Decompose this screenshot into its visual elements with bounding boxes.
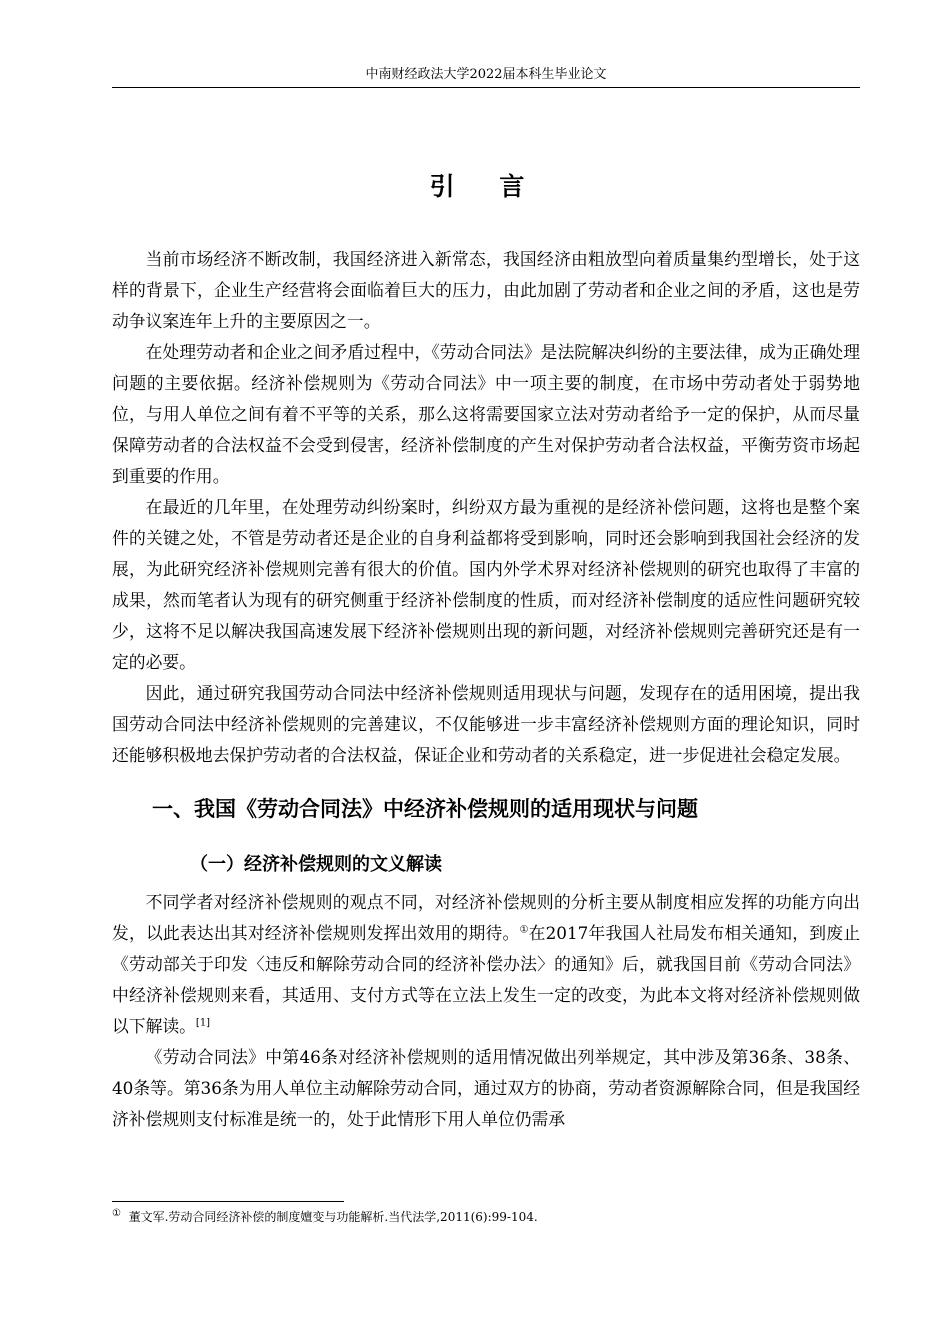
footnote xyxy=(112,1208,860,1226)
document-body xyxy=(112,170,860,1135)
intro-paragraph-4: 因此，通过研究我国劳动合同法中经济补偿规则适用现状与问题，发现存在的适用困境，提出我国劳动合同法中经济补偿规则的完善建议，不仅能够进一步丰富经济补偿规则方面的理论知识，同时还能够积极地去保护劳动者的合法权益，保证企业和劳动者的关系稳定，进一步促进社会稳定发展。 xyxy=(112,683,860,765)
section-1-paragraph-1 xyxy=(112,887,860,1042)
chapter-1-heading: 一、我国《劳动合同法》中经济补偿规则的适用现状与问题 xyxy=(152,797,698,821)
paragraph-text: 不同学者对经济补偿规则的观点不同，对经济补偿规则的分析主要从制度相应发挥的功能方向出发，以此表达出其对经济补偿规则发挥出效用的期待。 xyxy=(112,892,860,943)
header-rule xyxy=(112,87,860,88)
intro-paragraph-3: 在最近的几年里，在处理劳动纠纷案时，纠纷双方最为重视的是经济补偿问题，这将也是整个案件的关键之处，不管是劳动者还是企业的自身利益都将受到影响，同时还会影响到我国社会经济的发展，为此研究经济补偿规则完善有很大的价值。国内外学术界对经济补偿规则的研究也取得了丰富的成果，然而笔者认为现有的研究侧重于经济补偿制度的性质，而对经济补偿制度的适应性问题研究较少，这将不足以解决我国高速发展下经济补偿规则出现的新问题，对经济补偿规则完善研究还是有一定的必要。 xyxy=(112,497,860,672)
footnote-rule xyxy=(112,1201,344,1202)
intro-paragraph-2: 在处理劳动者和企业之间矛盾过程中，《劳动合同法》是法院解决纠纷的主要法律，成为正确处理问题的主要依据。经济补偿规则为《劳动合同法》中一项主要的制度，在市场中劳动者处于弱势地位，与用人单位之间有着不平等的关系，那么这将需要国家立法对劳动者给予一定的保护，从而尽量保障劳动者的合法权益不会受到侵害，经济补偿制度的产生对保护劳动者合法权益，平衡劳资市场起到重要的作用。 xyxy=(112,342,860,486)
citation-marker[interactable]: [1] xyxy=(195,1017,211,1029)
section-1-heading: （一）经济补偿规则的文义解读 xyxy=(190,854,442,875)
intro-title: 引 言 xyxy=(429,172,543,201)
section-1-paragraph-2: 《劳动合同法》中第46条对经济补偿规则的适用情况做出列举规定，其中涉及第36条、38条、40条等。第36条为用人单位主动解除劳动合同，通过双方的协商，劳动者资源解除合同，但是我国经济补偿规则支付标准是统一的，处于此情形下用人单位仍需承 xyxy=(112,1047,860,1129)
footnote-marker[interactable]: ① xyxy=(519,924,529,936)
running-header: 中南财经政法大学2022届本科生毕业论文 xyxy=(365,67,607,82)
paragraph-text: 在2017年我国人社局发布相关通知，到废止《劳动部关于印发〈违反和解除劳动合同的经济补偿办法〉的通知》后，就我国目前《劳动合同法》中经济补偿规则来看，其适用、支付方式等在立法上发生一定的改变，为此本文将对经济补偿规则做以下解读。 xyxy=(112,923,860,1036)
footnote-text: 董文军.劳动合同经济补偿的制度嬗变与功能解析.当代法学,2011(6):99-104. xyxy=(128,1210,538,1224)
footnote-mark: ① xyxy=(112,1208,121,1219)
intro-paragraph-1: 当前市场经济不断改制，我国经济进入新常态，我国经济由粗放型向着质量集约型增长，处于这样的背景下，企业生产经营将会面临着巨大的压力，由此加剧了劳动者和企业之间的矛盾，这也是劳动争议案连年上升的主要原因之一。 xyxy=(112,249,860,331)
